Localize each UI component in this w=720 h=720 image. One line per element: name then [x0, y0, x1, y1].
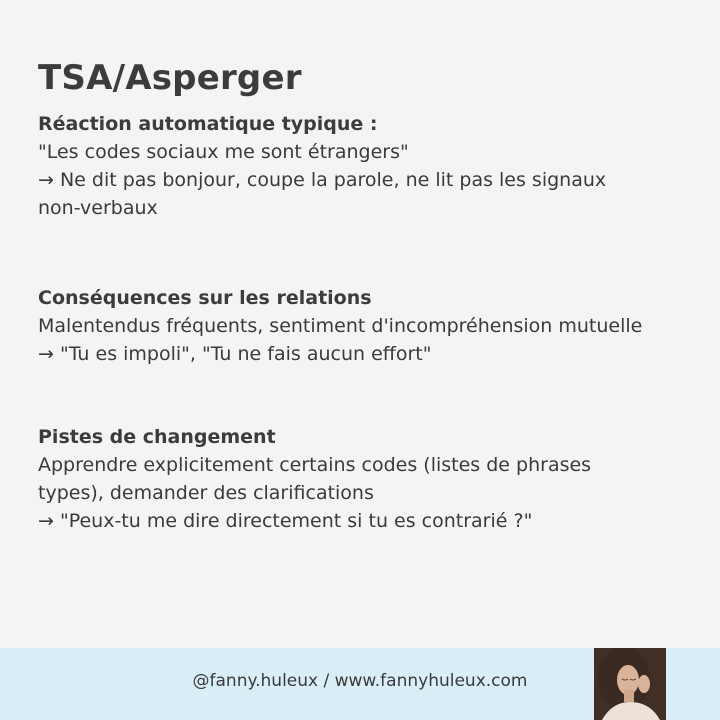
- section-line: → "Peux-tu me dire directement si tu es contrarié ?": [38, 510, 533, 532]
- section-consequences: [38, 284, 698, 368]
- portrait-photo-icon: [594, 648, 666, 720]
- section-line: non-verbaux: [38, 197, 158, 219]
- section-automatic-reaction: [38, 110, 698, 222]
- section-line: "Les codes sociaux me sont étrangers": [38, 141, 409, 163]
- section-heading: Conséquences sur les relations: [38, 287, 372, 309]
- avatar: [594, 648, 666, 720]
- main-content: [38, 58, 698, 535]
- section-line: Malentendus fréquents, sentiment d'incompréhension mutuelle: [38, 315, 643, 337]
- section-heading: Réaction automatique typique :: [38, 113, 378, 135]
- section-line: types), demander des clarifications: [38, 482, 374, 504]
- section-line: → "Tu es impoli", "Tu ne fais aucun effort": [38, 343, 432, 365]
- footer-credits: @fanny.huleux / www.fannyhuleux.com: [192, 671, 528, 691]
- section-heading: Pistes de changement: [38, 426, 276, 448]
- footer-bar: [0, 648, 720, 720]
- section-line: Apprendre explicitement certains codes (listes de phrases: [38, 454, 592, 476]
- section-change-paths: [38, 423, 698, 535]
- section-line: → Ne dit pas bonjour, coupe la parole, ne lit pas les signaux: [38, 169, 607, 191]
- page-title: TSA/Asperger: [38, 58, 302, 98]
